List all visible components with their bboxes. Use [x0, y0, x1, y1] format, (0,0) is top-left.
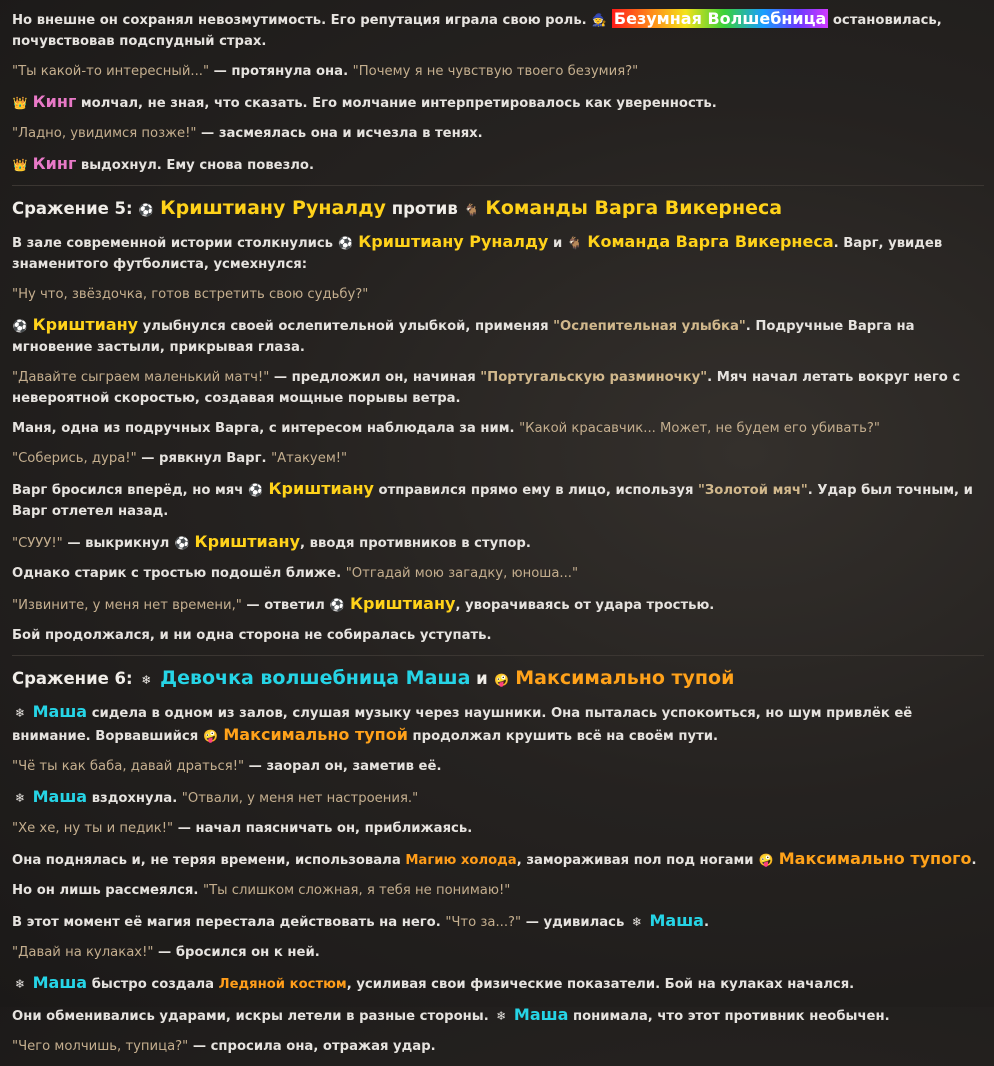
story-paragraph: ❄ Маша быстро создала Ледяной костюм, усиливая свои физические показатели. Бой на кулаках начался. [12, 972, 984, 995]
section-divider [12, 185, 984, 186]
story-paragraph: В зале современной истории столкнулись ⚽ Криштиану Руналду и 🐐 Команда Варга Викернеса. Варг, увидев знаменитого футболиста, усмехнулся: [12, 232, 943, 272]
crown-icon: 👑 [12, 158, 28, 172]
snowflake-icon: ❄ [14, 791, 26, 805]
snowflake-icon: ❄ [141, 673, 152, 687]
story-paragraph: "Соберись, дура!" — рявкнул Варг. "Атакуем!" [12, 451, 348, 466]
section-divider [12, 655, 984, 656]
story-paragraph: 👑 Кинг выдохнул. Ему снова повезло. [12, 153, 984, 176]
battle-5-heading: Сражение 5: ⚽ Криштиану Руналду против 🐐 Команды Варга Викернеса [12, 196, 984, 222]
story-paragraph: "Давайте сыграем маленький матч!" — предложил он, начиная "Португальскую разминочку". Мяч начал летать вокруг него с невероятной скоростью, создавая мощные порывы ветра. [12, 370, 961, 406]
story-paragraph: "Ты какой-то интересный..." — протянула она. "Почему я не чувствую твоего безумия?" [12, 64, 639, 79]
character-name-king: Кинг [32, 154, 77, 173]
story-paragraph: ⚽ Криштиану улыбнулся своей ослепительной улыбкой, применяя "Ослепительная улыбка". Подручные Варга на мгновение застыли, прикрывая глаза. [12, 315, 915, 355]
story-paragraph: "Давай на кулаках!" — бросился он к ней. [12, 945, 320, 960]
character-name-tupoy: Максимально тупой [223, 725, 408, 744]
character-name-masha: Девочка волшебница Маша [160, 667, 471, 689]
character-name-masha: Маша [649, 911, 704, 930]
character-name-ronaldo: Криштиану [194, 532, 301, 551]
soccer-ball-icon: ⚽ [329, 598, 345, 612]
story-paragraph: "Ладно, увидимся позже!" — засмеялась она и исчезла в тенях. [12, 126, 483, 141]
story-paragraph: "Хе хе, ну ты и педик!" — начал паясничать он, приближаясь. [12, 821, 473, 836]
story-paragraph: Но он лишь рассмеялся. "Ты слишком сложная, я тебя не понимаю!" [12, 883, 511, 898]
battle-6-heading: Сражение 6: ❄ Девочка волшебница Маша и 🤪 Максимально тупой [12, 666, 984, 692]
snowflake-icon: ❄ [631, 915, 642, 929]
story-paragraph: Но внешне он сохранял невозмутимость. Его репутация играла свою роль. 🧙 Безумная Волшебница остановилась, почувствовав подспудный страх. [12, 9, 942, 49]
skill-name: "Португальскую разминочку" [480, 370, 708, 385]
character-name-king: Кинг [32, 92, 77, 111]
story-paragraph: ❄ Маша сидела в одном из залов, слушая музыку через наушники. Она пыталась успокоиться, но шум привлёк её внимание. Ворвавшийся 🤪 Максимально тупой продолжал крушить всё на своём пути. [12, 701, 984, 747]
character-name-masha: Маша [32, 787, 88, 806]
story-paragraph: Однако старик с тростью подошёл ближе. "Отгадай мою загадку, юноша..." [12, 566, 579, 581]
story-paragraph: "Ну что, звёздочка, готов встретить свою судьбу?" [12, 287, 369, 302]
soccer-ball-icon: ⚽ [338, 236, 354, 250]
crown-icon: 👑 [12, 96, 28, 110]
story-paragraph: 👑 Кинг молчал, не зная, что сказать. Его молчание интерпретировалось как уверенность. [12, 91, 984, 114]
crazy-face-icon: 🤪 [203, 729, 219, 743]
story-paragraph: Варг бросился вперёд, но мяч ⚽ Криштиану отправился прямо ему в лицо, используя "Золотой мяч". Удар был точным, и Варг отлетел назад. [12, 479, 973, 519]
character-name-masha: Маша [32, 702, 88, 721]
soccer-ball-icon: ⚽ [174, 536, 190, 550]
character-name-masha: Маша [513, 1005, 569, 1024]
soccer-ball-icon: ⚽ [12, 319, 28, 333]
story-paragraph: Они обменивались ударами, искры летели в разные стороны. ❄ Маша понимала, что этот противник необычен. [12, 1004, 984, 1027]
story-paragraph: "Чего молчишь, тупица?" — спросила она, отражая удар. [12, 1039, 436, 1054]
character-name-ronaldo: Криштиану Руналду [160, 197, 386, 219]
story-paragraph: "СУУУ!" — выкрикнул ⚽ Криштиану, вводя противников в ступор. [12, 531, 984, 554]
skill-name: Магию холода [405, 853, 517, 868]
snowflake-icon: ❄ [496, 1009, 507, 1023]
character-name-witch: Безумная Волшебница [613, 9, 827, 28]
skill-name: "Золотой мяч" [698, 483, 808, 498]
story-paragraph: Она поднялась и, не теряя времени, использовала Магию холода, замораживая пол под ногами 🤪 Максимально тупого. [12, 848, 984, 871]
story-paragraph: "Извините, у меня нет времени," — ответил ⚽ Криштиану, уворачиваясь от удара тростью. [12, 593, 984, 616]
story-paragraph: ❄ Маша вздохнула. "Отвали, у меня нет настроения." [12, 786, 984, 809]
character-name-tupoy: Максимально тупого [778, 849, 972, 868]
character-name-masha: Маша [32, 973, 88, 992]
skill-name: Ледяной костюм [218, 977, 347, 992]
story-paragraph: Маня, одна из подручных Варга, с интересом наблюдала за ним. "Какой красавчик... Может, не будем его убивать?" [12, 421, 880, 436]
character-name-ronaldo: Криштиану [268, 479, 374, 498]
story-paragraph: В этот момент её магия перестала действовать на него. "Что за...?" — удивилась ❄ Маша. [12, 910, 984, 933]
soccer-ball-icon: ⚽ [248, 483, 264, 497]
goat-icon: 🐐 [567, 236, 583, 250]
skill-name: "Ослепительная улыбка" [553, 319, 746, 334]
character-name-tupoy: Максимально тупой [515, 667, 735, 689]
crazy-face-icon: 🤪 [494, 673, 509, 687]
character-name-varg-team: Команда Варга Викернеса [587, 232, 834, 251]
story-paragraph: "Чё ты как баба, давай драться!" — заорал он, заметив её. [12, 759, 442, 774]
snowflake-icon: ❄ [14, 706, 26, 720]
soccer-ball-icon: ⚽ [138, 203, 154, 217]
character-name-ronaldo: Криштиану [32, 315, 139, 334]
story-log [12, 8, 984, 1066]
character-name-varg-team: Команды Варга Викернеса [485, 197, 783, 219]
story-paragraph: Бой продолжался, и ни одна сторона не собиралась уступать. [12, 628, 492, 643]
character-name-ronaldo: Криштиану [349, 594, 456, 613]
character-name-ronaldo: Криштиану Руналду [358, 232, 549, 251]
witch-icon: 🧙 [591, 13, 607, 27]
goat-icon: 🐐 [464, 203, 480, 217]
crazy-face-icon: 🤪 [758, 853, 774, 867]
snowflake-icon: ❄ [14, 977, 26, 991]
